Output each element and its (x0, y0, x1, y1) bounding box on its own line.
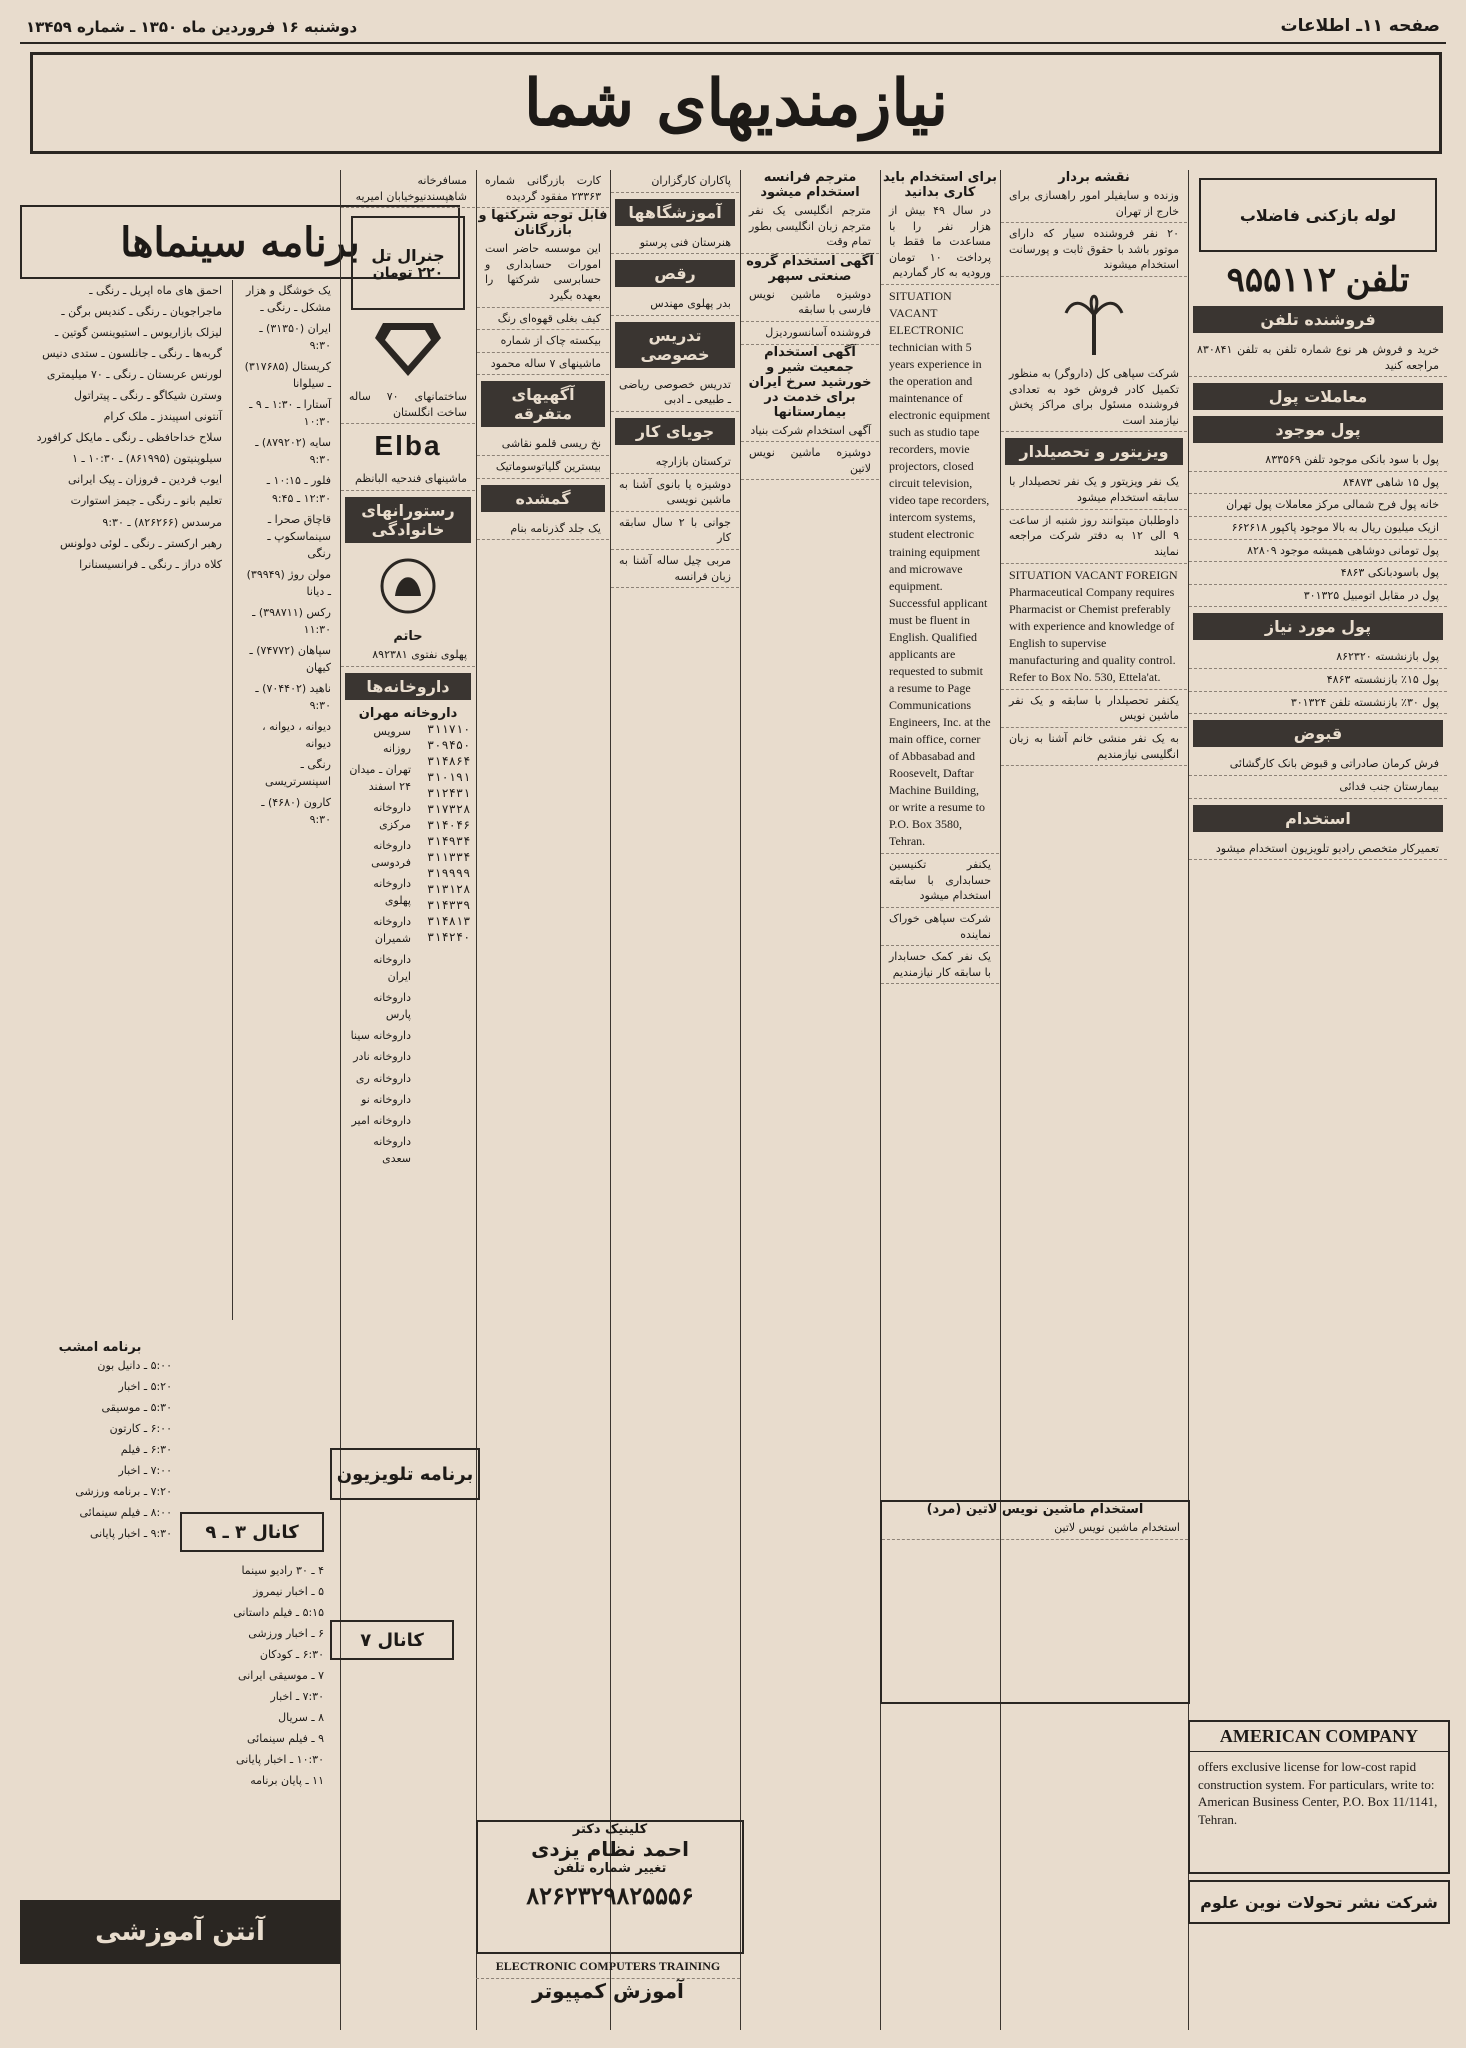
pharmacy-phone: ۳۱۴۳۳۹ (427, 897, 471, 912)
tv-title: برنامه تلویزیون (330, 1448, 480, 1500)
pharmacy-item: داروخانه مرکزی (373, 800, 411, 831)
ad-d-6: ترکستان بازارچه (611, 451, 739, 474)
cinema-item: ایوب فردین ـ فروزان ـ پیک ایرانی (67, 473, 222, 487)
pharmacy-item: داروخانه ری (355, 1071, 411, 1085)
ad-f-2: ماشینهای فندحیه البانظم (341, 468, 475, 491)
naghsheh-title: نقشه بردار (1058, 170, 1130, 185)
typist-title: استخدام ماشین نویس لاتین (مرد) (926, 1502, 1144, 1517)
cinema-item: احمق های ماه اپریل ـ رنگی ـ (89, 284, 222, 297)
tv-item: ۵:۱۵ ـ فیلم داستانی (233, 1606, 324, 1620)
clinic-phone: ۸۲۶۲۳۲۹۸۲۵۵۵۶ (526, 1883, 694, 1910)
issue-date: دوشنبه ۱۶ فروردین ماه ۱۳۵۰ ـ شماره ۱۳۴۵۹ (26, 18, 358, 36)
cinema-item: گربه‌ها ـ رنگی ـ جانلسون ـ ستدی دنیس (42, 347, 222, 361)
tv-program-title: برنامه امشب (58, 1340, 142, 1355)
tv-item: ۵ ـ اخبار نیمروز (253, 1585, 324, 1599)
section-pool-niaz: پول مورد نیاز (1193, 613, 1443, 640)
tv-item: ۸ ـ سریال (278, 1711, 324, 1725)
ad-a-5: پول تومانی دوشاهی همیشه موجود ۸۲۸۰۹ (1189, 540, 1447, 563)
ad-d-1: دوشیزه ماشین نویس فارسی با سابقه (741, 284, 879, 322)
ad-b-6: به یک نفر منشی خانم آشنا به زبان انگلیسی نیازمندیم (1001, 728, 1187, 766)
ad-b-3: یک نفر ویزیتور و یک نفر تحصیلدار با سابقه استخدام میشود (1001, 471, 1187, 509)
cinema-right-item: یک خوشگل و هزار مشکل ـ رنگی ـ (245, 284, 331, 315)
rooster-icon (341, 551, 475, 621)
ad-d-5: پاکاران کارگزاران (611, 170, 739, 193)
column-2 (1000, 170, 1187, 2030)
cinema-right-item: رکس (۳۹۸۷۱۱) ـ ۱۱:۳۰ (252, 605, 331, 636)
cinema-item: مرسدس (۸۲۶۲۶۶) ـ ۹:۳۰ (102, 515, 222, 529)
ad-a-0: خرید و فروش هر نوع شماره تلفن به تلفن ۸۳۰۸۴۱ مراجعه کنید (1189, 339, 1447, 377)
ad-a-7: پول در مقابل اتومبیل ۳۰۱۳۲۵ (1189, 585, 1447, 608)
ad-f-6: داروخانه مهران (358, 705, 458, 721)
ad-a-12: بیمارستان جنب فدائی (1189, 776, 1447, 799)
pharmacy-item: داروخانه فردوسی (371, 838, 411, 869)
general-tel-ad: جنرال تل ۲۲۰ تومان (351, 216, 465, 310)
ad-a-8: پول بازنشسته ۸۶۲۳۲۰ (1189, 646, 1447, 669)
tv-left-item: ۷:۲۰ ـ برنامه ورزشی (75, 1485, 172, 1499)
cinema-right-item: آستارا ـ ۱:۳۰ ـ ۹ ـ ۱۰:۳۰ (249, 398, 331, 429)
ad-c-3: آگهی استخدام گروه صنعتی سپهر (746, 253, 874, 284)
ad-b-2: شرکت سپاهی کل (داروگر) به منظور تکمیل کادر فروش خود به تعدادی فروشنده مسئول برای مراکز پخش نیازمند است (1001, 363, 1187, 432)
cinema-right-item: ناهید (۷۰۴۴۰۲) ـ ۹:۳۰ (255, 681, 331, 713)
section-moamelat: معاملات پول (1193, 383, 1443, 410)
ad-b-4: داوطلبان میتوانند روز شنبه از ساعت ۹ الی ۱۲ به دفتر شرکت مراجعه نمایند (1001, 510, 1187, 564)
ad-a-2: پول ۱۵ شاهی ۸۴۸۷۳ (1189, 472, 1447, 495)
cinema-right-item: رنگی ـ اسپنسرتریسی (265, 758, 331, 789)
section-amoozeshgah: آموزشگاهها (615, 199, 735, 226)
pharmacy-item: داروخانه سینا (350, 1029, 411, 1043)
ad-d-4: دوشیزه ماشین نویس لاتین (741, 442, 879, 480)
cinema-right-item: سایه (۸۷۹۲۰۲) ـ ۹:۳۰ (255, 436, 331, 467)
cinema-item: کلاه دراز ـ رنگی ـ فرانسیسنانرا (79, 557, 222, 571)
ad-d-8: جوانی با ۲ سال سابقه کار (611, 512, 739, 550)
water-phone: تلفن ۹۵۵۱۱۲ (1226, 261, 1410, 299)
tv-item: ۱۱ ـ پایان برنامه (250, 1774, 324, 1788)
cinema-right-item: دیوانه ، دیوانه ، دیوانه (262, 720, 331, 751)
cinema-right-item: سپاهان (۷۴۷۷۲) ـ کیهان (249, 643, 331, 674)
tv-item: ۷:۳۰ ـ اخبار (270, 1690, 324, 1704)
nowin-title: شرکت نشر تحولات نوین علوم (1188, 1880, 1450, 1924)
tv-item: ۶:۳۰ ـ کودکان (259, 1648, 324, 1662)
pharmacy-item: داروخانه نو (361, 1092, 411, 1106)
cinema-right-item: مولن روژ (۳۹۹۴۹) ـ دیانا (246, 567, 331, 598)
tv-column-mid (182, 1560, 332, 1900)
page-header (20, 12, 1446, 44)
pharmacy-phone: ۳۱۴۲۴۰ (427, 929, 471, 944)
ad-f-4: حاتم (393, 629, 423, 645)
ad-d-0: مترجم انگلیسی یک نفر مترجم زبان انگلیسی بطور تمام وقت (741, 200, 879, 254)
ad-c-title: برای استخدام باید کاری بدانید (883, 170, 997, 200)
cinema-item: تعلیم بانو ـ رنگی ـ جیمز استوارت (70, 494, 222, 508)
channel-7: کانال ۷ (330, 1620, 454, 1660)
ad-e-1: فابل توجه شرکتها و بازرگانان (478, 208, 608, 239)
page-number: صفحه ۱۱ـ اطلاعات (1280, 16, 1440, 36)
tv-left-item: ۵:۰۰ ـ دانیل بون (97, 1359, 172, 1372)
ad-e-7: بدر پهلوی مهندس (611, 293, 739, 316)
typist-body: استخدام ماشین نویس لاتین (882, 1517, 1188, 1540)
computer-ad (476, 1955, 740, 2035)
ad-f-0: مسافرخانه شاهپسندنیوخیابان امیریه (341, 170, 475, 208)
section-forooshandeh: فروشنده تلفن (1193, 306, 1443, 333)
ad-e-8: تدریس خصوصی ریاضی ـ طبیعی ـ ادبی (611, 374, 739, 412)
cinema-right-item: کریستال (۳۱۷۶۸۵) ـ سیلوانا (244, 360, 331, 391)
pharmacy-phones (419, 721, 475, 1169)
ad-e-2: این موسسه حاضر است امورات حسابداری و حسابرسی شرکتها را بعهده بگیرد (477, 238, 609, 307)
ad-a-6: پول باسودبانکی ۴۸۶۳ (1189, 562, 1447, 585)
ad-b-0: وزنده و سایفیلر امور راهسازی برای خارج از تهران (1001, 185, 1187, 223)
banner-title: نیازمندیهای شما (30, 52, 1442, 154)
cinema-item: سیلوپنیتون (۸۶۱۹۹۵) ـ ۱۰:۳۰ ـ ۱ (72, 452, 222, 466)
tv-item: ۹ ـ فیلم سینمائی (247, 1732, 324, 1746)
cinema-right-item: کارون (۴۶۸۰) ـ ۹:۳۰ (261, 796, 331, 827)
ad-d-7: دوشیزه یا بانوی آشنا به ماشین نویسی (611, 474, 739, 512)
cinema-title: برنامه سینماها (20, 205, 460, 279)
ad-d-2: فروشنده آسانسوردیزل (741, 322, 879, 345)
ad-d-9: مربی چیل ساله آشنا به زبان فرانسه (611, 550, 739, 588)
antenna-ad: آنتن آموزشی (20, 1900, 340, 1964)
ad-e-6: هنرستان فنی پرستو (611, 232, 739, 255)
ad-c-1: در سال ۴۹ بیش از هزار نفر را با مساعدت ما فقط با پرداخت ۱۰ تومان ورودیه به کار گماردیم (881, 200, 999, 285)
situation-vacant-1: SITUATION VACANT ELECTRONIC technician with 5 years experience in the operation and maintenance of electronic equipment such as studio tape recorders, movie projectors, closed circuit television, video tape recorders, intercom systems, student electronic training equipment and microwave equipment. Successful applicant must be fluent in English. Qualified applicants are requested to submit a resume to Page Communications Engineers, Inc. at the main office, corner of Abbasabad and Roosevelt, Daftar Machine Building, or write a resume to P.O. Box 3580, Tehran. (881, 285, 999, 854)
company-body: offers exclusive license for low-cost rapid construction system. For particulars, write to: American Business Center, P.O. Box 11/1141, Tehran. (1198, 1759, 1438, 1827)
tv-item: ۷ ـ موسیقی ایرانی (238, 1669, 324, 1683)
section-tadris: تدریس خصوصی (615, 322, 735, 368)
ad-e-11: یک جلد گذرنامه بنام (477, 518, 609, 541)
pharmacy-phone: ۳۱۷۳۲۸ (427, 801, 471, 816)
pharmacy-phone: ۳۱۳۱۲۸ (427, 881, 471, 896)
tv-left-item: ۸:۰۰ ـ فیلم سینمائی (79, 1506, 172, 1520)
cinema-item: ماجراجویان ـ رنگی ـ کندیس برگن ـ (61, 305, 222, 319)
cinema-right-item: ایران (۳۱۳۵۰) ـ ۹:۳۰ (259, 322, 331, 353)
tv-left-item: ۷:۰۰ ـ اخبار (118, 1464, 172, 1478)
pharmacy-phone: ۳۱۹۹۹۹ (427, 865, 471, 880)
pharmacy-phone: ۳۱۰۱۹۱ (427, 769, 471, 784)
ad-e-4: بیکسته چاک از شماره (477, 330, 609, 353)
water-pipe-ad: لوله بازکنی فاضلاب (1199, 178, 1437, 252)
ad-d-3: آگهی استخدام شرکت بنیاد (741, 420, 879, 443)
ad-c-2: مترجم فرانسه استخدام میشود (760, 170, 860, 200)
channel-3-9: کانال ۳ ـ ۹ (180, 1512, 324, 1552)
tv-left-item: ۶:۰۰ ـ کارتون (109, 1422, 172, 1436)
column-3 (880, 170, 999, 2030)
clinic-label: کلینیک دکتر (572, 1822, 648, 1837)
ad-e-0: کارت بازرگانی شماره ۲۳۳۶۳ مفقود گردیده (477, 170, 609, 208)
section-motefarreghe: آگهیهای متفرقه (481, 381, 605, 427)
pharmacy-phone: ۳۱۴۸۱۳ (427, 913, 471, 928)
pharmacy-phone: ۳۱۲۴۳۱ (427, 785, 471, 800)
pharmacy-table (341, 721, 475, 1169)
ad-c-7: یک نفر کمک حسابدار با سابقه کار نیازمندیم (881, 946, 999, 984)
tv-left-item: ۹:۳۰ ـ اخبار پایانی (89, 1527, 172, 1541)
ad-f-5: پهلوی نفتوی ۸۹۲۳۸۱ (341, 644, 475, 667)
ad-a-10: پول ۳۰٪ بازنشسته تلفن ۳۰۱۳۲۴ (1189, 692, 1447, 715)
section-estekhdam: استخدام (1193, 805, 1443, 832)
ad-a-4: ازیک میلیون ریال به بالا موجود پاکپور ۶۶۲۶۱۸ (1189, 517, 1447, 540)
ad-c-6: شرکت سپاهی خوراک نماینده (881, 908, 999, 946)
pharmacy-phone: ۳۱۴۹۳۴ (427, 833, 471, 848)
cinema-item: سلاح خداحافظی ـ رنگی ـ مایکل کرافورد (36, 431, 222, 445)
pharmacy-phone: ۳۱۴۰۴۶ (427, 817, 471, 832)
column-5 (610, 170, 739, 2030)
section-ghobooz: قبوض (1193, 720, 1443, 747)
pharmacy-item: داروخانه نادر (353, 1050, 411, 1064)
tv-column-left (20, 1340, 180, 1900)
ad-c-5: آگهی استخدام جمعیت شیر و خورشید سرخ ایران برای خدمت در بیمارستانها (748, 344, 872, 420)
column-6 (476, 170, 609, 2030)
section-jooyakar: جویای کار (615, 418, 735, 445)
section-pool-mojood: پول موجود (1193, 416, 1443, 443)
tv-left-item: ۵:۳۰ ـ موسیقی (101, 1401, 172, 1415)
tv-item: ۶ ـ اخبار ورزشی (248, 1627, 324, 1641)
cinema-right (232, 280, 339, 1320)
pharmacy-item: داروخانه ایران (373, 953, 411, 984)
ad-e-10: بیسترین گلیاتوسوماتیک (477, 456, 609, 479)
doctor-name: احمد نظام یزدی (531, 1837, 689, 1861)
clinic-phone-note: تغییر شماره تلفن (553, 1861, 667, 1876)
pharmacy-phone: ۳۱۴۸۶۴ (427, 753, 471, 768)
tv-left-item: ۵:۲۰ ـ اخبار (118, 1380, 172, 1394)
pharmacy-item: داروخانه پهلوی (373, 877, 411, 908)
cinema-item: لیزلک بازاریوس ـ استیوینسن گوتین ـ (55, 326, 222, 340)
clinic-ad (476, 1820, 744, 1954)
cinema-item: رهبر ارکستر ـ رنگی ـ لوئی دولونس (60, 536, 222, 550)
ad-a-11: فرش کرمان صادراتی و قبوض بانک کارگشائی (1189, 753, 1447, 776)
pharmacy-phone: ۳۱۱۷۱۰ (427, 721, 471, 736)
tv-left-item: ۶:۳۰ ـ فیلم (120, 1443, 172, 1457)
pharmacy-item: داروخانه امیر (351, 1113, 411, 1127)
ad-b-1: ۲۰ نفر فروشنده سیار که دارای موتور باشد با حقوق ثابت و پورسانت استخدام میشوند (1001, 223, 1187, 277)
ad-e-5: ماشینهای ۷ ساله محمود (477, 353, 609, 376)
section-raghs: رقص (615, 260, 735, 287)
section-vizitor: ویزیتور و تحصیلدار (1005, 438, 1183, 465)
ad-a-9: پول ۱۵٪ بازنشسته ۴۸۶۳ (1189, 669, 1447, 692)
tv-item: ۴ ـ ۳۰ رادیو سینما (241, 1564, 324, 1577)
pharmacy-phone: ۳۱۱۳۳۴ (427, 849, 471, 864)
pharmacy-item: تهران ـ میدان ۲۴ اسفند (349, 762, 411, 793)
elba-logo: Elba (374, 430, 442, 462)
diamond-logo-icon (341, 318, 475, 378)
cinema-left (20, 280, 230, 1320)
pharmacy-item: سرویس روزانه (373, 724, 411, 755)
ad-a-13: تعمیرکار متخصص رادیو تلویزیون استخدام میشود (1189, 838, 1447, 861)
palm-logo-icon (1001, 285, 1187, 355)
pharmacy-phone: ۳۰۹۴۵۰ (427, 737, 471, 752)
ad-e-3: کیف بغلی قهوه‌ای رنگ (477, 308, 609, 331)
section-darookhaneh: داروخانه‌ها (345, 673, 471, 700)
pharmacy-item: داروخانه شمیران (373, 915, 411, 946)
ad-a-1: پول با سود بانکی موجود تلفن ۸۳۳۵۶۹ (1189, 449, 1447, 472)
section-gomshodeh: گمشده (481, 485, 605, 512)
company-name: AMERICAN COMPANY (1190, 1722, 1448, 1752)
cinema-item: آنتونی اسپیندز ـ ملک کرام (103, 410, 222, 424)
ad-b-5: یکنفر تحصیلدار با سابقه و یک نفر ماشین نویس (1001, 690, 1187, 728)
section-restoran: رستورانهای خانوادگی (345, 497, 471, 543)
typist-ad (880, 1500, 1190, 1704)
ad-f-1: ساختمانهای ۷۰ ساله ساخت انگلستان (341, 386, 475, 424)
pharmacy-names (341, 721, 419, 1169)
pharmacy-item: داروخانه پارس (373, 991, 411, 1022)
cinema-item: لورنس عربستان ـ رنگی ـ ۷۰ میلیمتری (46, 368, 222, 382)
tv-item: ۱۰:۳۰ ـ اخبار پایانی (236, 1753, 324, 1767)
cinema-item: وسترن شیکاگو ـ رنگی ـ پیتراتول (74, 389, 222, 403)
cinema-right-item: فلور ـ ۱۰:۱۵ ـ ۱۲:۳۰ ـ ۹:۴۵ (266, 474, 331, 505)
ad-c-4: یکنفر تکنیسین حسابداری با سابقه استخدام میشود (881, 854, 999, 908)
ad-e-9: نخ ریسی قلمو نقاشی (477, 433, 609, 456)
column-7 (340, 170, 475, 2030)
cinema-right-item: قاچاق صحرا ـ سینماسکوپ ـ رنگی (267, 512, 331, 560)
pharmacy-item: داروخانه سعدی (373, 1134, 411, 1165)
column-4 (740, 170, 879, 2030)
computer-fa: آموزش کمپیوتر (532, 1979, 684, 2004)
american-company-ad (1188, 1720, 1450, 1874)
ad-a-3: خانه پول فرح شمالی مرکز معاملات پول تهران (1189, 494, 1447, 517)
computer-title: ELECTRONIC COMPUTERS TRAINING (476, 1955, 740, 1979)
situation-vacant-2: SITUATION VACANT FOREIGN Pharmaceutical Company requires Pharmacist or Chemist preferably with experience and knowledge of English to supervise manufacturing and quality control. Refer to Box No. 530, Ettela'at. (1001, 564, 1187, 690)
